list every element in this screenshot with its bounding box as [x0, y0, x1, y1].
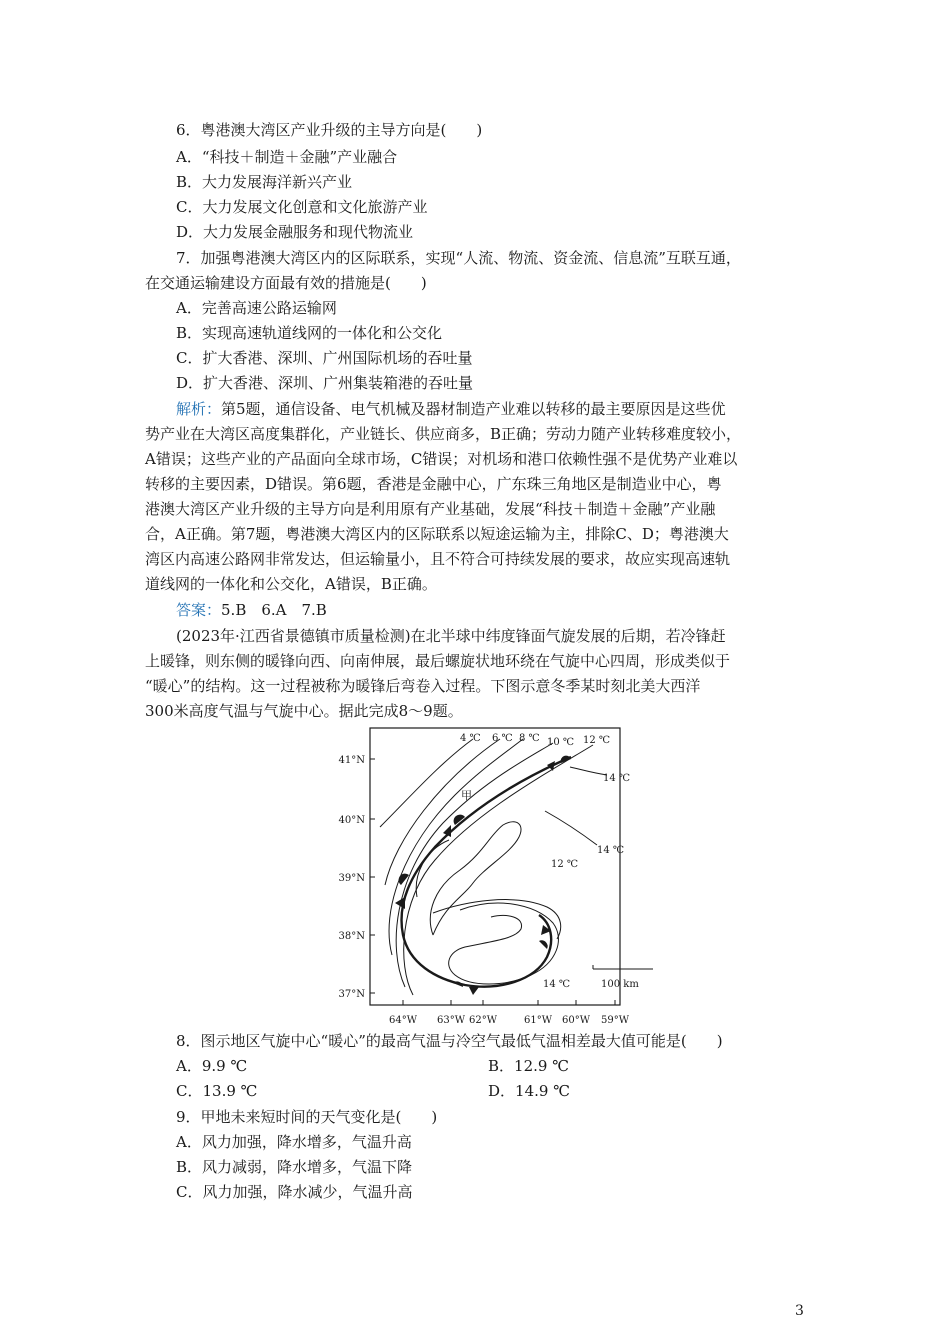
analysis-line: 势产业在大湾区高度集群化，产业链长、供应商多，B正确；劳动力随产业转移难度较小，: [145, 425, 742, 443]
lat-label-41: 41°N: [338, 755, 365, 766]
q8-stem: 8．图示地区气旋中心“暖心”的最高气温与冷空气最低气温相差最大值可能是( ): [176, 1032, 723, 1050]
label-4c: 4 ℃: [460, 733, 481, 744]
intro-line: “暖心”的结构。这一过程被称为暖锋后弯卷入过程。下图示意冬季某时刻北美大西洋: [145, 677, 701, 695]
lat-label-39: 39°N: [338, 873, 365, 884]
q7-option-a: A．完善高速公路运输网: [176, 299, 337, 317]
lon-label-60: 60°W: [561, 1015, 591, 1026]
q8-option-c: C．13.9 ℃: [176, 1082, 258, 1100]
page-number: 3: [795, 1303, 804, 1319]
intro-line: 300米高度气温与气旋中心。据此完成8～9题。: [145, 702, 463, 720]
q8-option-d: D．14.9 ℃: [488, 1082, 570, 1100]
analysis-label: 解析：: [176, 400, 222, 418]
place-jia-label: 甲: [461, 789, 472, 802]
analysis-line: 港澳大湾区产业升级的主导方向是利用原有产业基础，发展“科技＋制造＋金融”产业融: [145, 500, 716, 518]
answer-label: 答案：: [176, 601, 222, 619]
q8-option-a: A．9.9 ℃: [176, 1057, 248, 1075]
lat-label-38: 38°N: [338, 931, 365, 942]
analysis-line: A错误；这些产业的产品面向全球市场，C错误；对机场和港口依赖性强不是优势产业难以: [145, 450, 738, 468]
q6-option-d: D．大力发展金融服务和现代物流业: [176, 223, 414, 241]
label-14c-a: 14 ℃: [603, 773, 631, 784]
label-6c: 6 ℃: [492, 733, 513, 744]
label-14c-b: 14 ℃: [597, 845, 625, 856]
analysis-first-line: [176, 397, 726, 422]
q6-stem: 6．粤港澳大湾区产业升级的主导方向是( ): [176, 121, 483, 139]
q9-option-b: B．风力减弱，降水增多，气温下降: [176, 1158, 413, 1176]
lon-label-64: 64°W: [388, 1015, 418, 1026]
q7-stem-line1: 7．加强粤港澳大湾区内的区际联系，实现“人流、物流、资金流、信息流”互联互通，: [176, 249, 741, 267]
q9-option-c: C．风力加强，降水减少，气温升高: [176, 1183, 413, 1201]
scale-label: 100 km: [601, 979, 639, 990]
q7-stem-line2: 在交通运输建设方面最有效的措施是( ): [145, 274, 427, 292]
q6-option-c: C．大力发展文化创意和文化旅游产业: [176, 198, 428, 216]
intro-line: 上暖锋，则东侧的暖锋向西、向南伸展，最后螺旋状地环绕在气旋中心四周，形成类似于: [145, 652, 731, 670]
lat-label-37: 37°N: [338, 989, 365, 1000]
intro-line: (2023年·江西省景德镇市质量检测)在北半球中纬度锋面气旋发展的后期，若冷锋赶: [176, 627, 726, 645]
isotherm-map-figure: [325, 725, 639, 1030]
label-12c-center: 12 ℃: [551, 859, 579, 870]
answer-line: [176, 598, 327, 623]
analysis-line: 湾区内高速公路网非常发达，但运输量小，且不符合可持续发展的要求，故应实现高速轨: [145, 550, 731, 568]
q6-option-a: A．“科技＋制造＋金融”产业融合: [176, 148, 398, 166]
lat-label-40: 40°N: [338, 815, 365, 826]
analysis-text: 第5题，通信设备、电气机械及器材制造产业难以转移的最主要原因是这些优: [221, 400, 726, 418]
q6-option-b: B．大力发展海洋新兴产业: [176, 173, 353, 191]
q9-option-a: A．风力加强，降水增多，气温升高: [176, 1133, 412, 1151]
label-8c: 8 ℃: [519, 733, 540, 744]
lon-label-61: 61°W: [523, 1015, 553, 1026]
lon-label-62: 62°W: [468, 1015, 498, 1026]
analysis-line: 道线网的一体化和公交化，A错误，B正确。: [145, 575, 437, 593]
q7-option-b: B．实现高速轨道线网的一体化和公交化: [176, 324, 443, 342]
lon-label-59: 59°W: [600, 1015, 630, 1026]
lon-label-63: 63°W: [436, 1015, 466, 1026]
q8-option-b: B．12.9 ℃: [488, 1057, 569, 1075]
label-14c-c: 14 ℃: [543, 979, 571, 990]
answer-text: 5.B 6.A 7.B: [221, 601, 327, 619]
q7-option-c: C．扩大香港、深圳、广州国际机场的吞吐量: [176, 349, 473, 367]
q9-stem: 9．甲地未来短时间的天气变化是( ): [176, 1108, 438, 1126]
analysis-line: 合，A正确。第7题，粤港澳大湾区内的区际联系以短途运输为主，排除C、D；粤港澳大: [145, 525, 729, 543]
analysis-line: 转移的主要因素，D错误。第6题，香港是金融中心，广东珠三角地区是制造业中心，粤: [145, 475, 722, 493]
label-10c: 10 ℃: [547, 737, 575, 748]
q7-option-d: D．扩大香港、深圳、广州集装箱港的吞吐量: [176, 374, 474, 392]
label-12c-top: 12 ℃: [583, 735, 611, 746]
